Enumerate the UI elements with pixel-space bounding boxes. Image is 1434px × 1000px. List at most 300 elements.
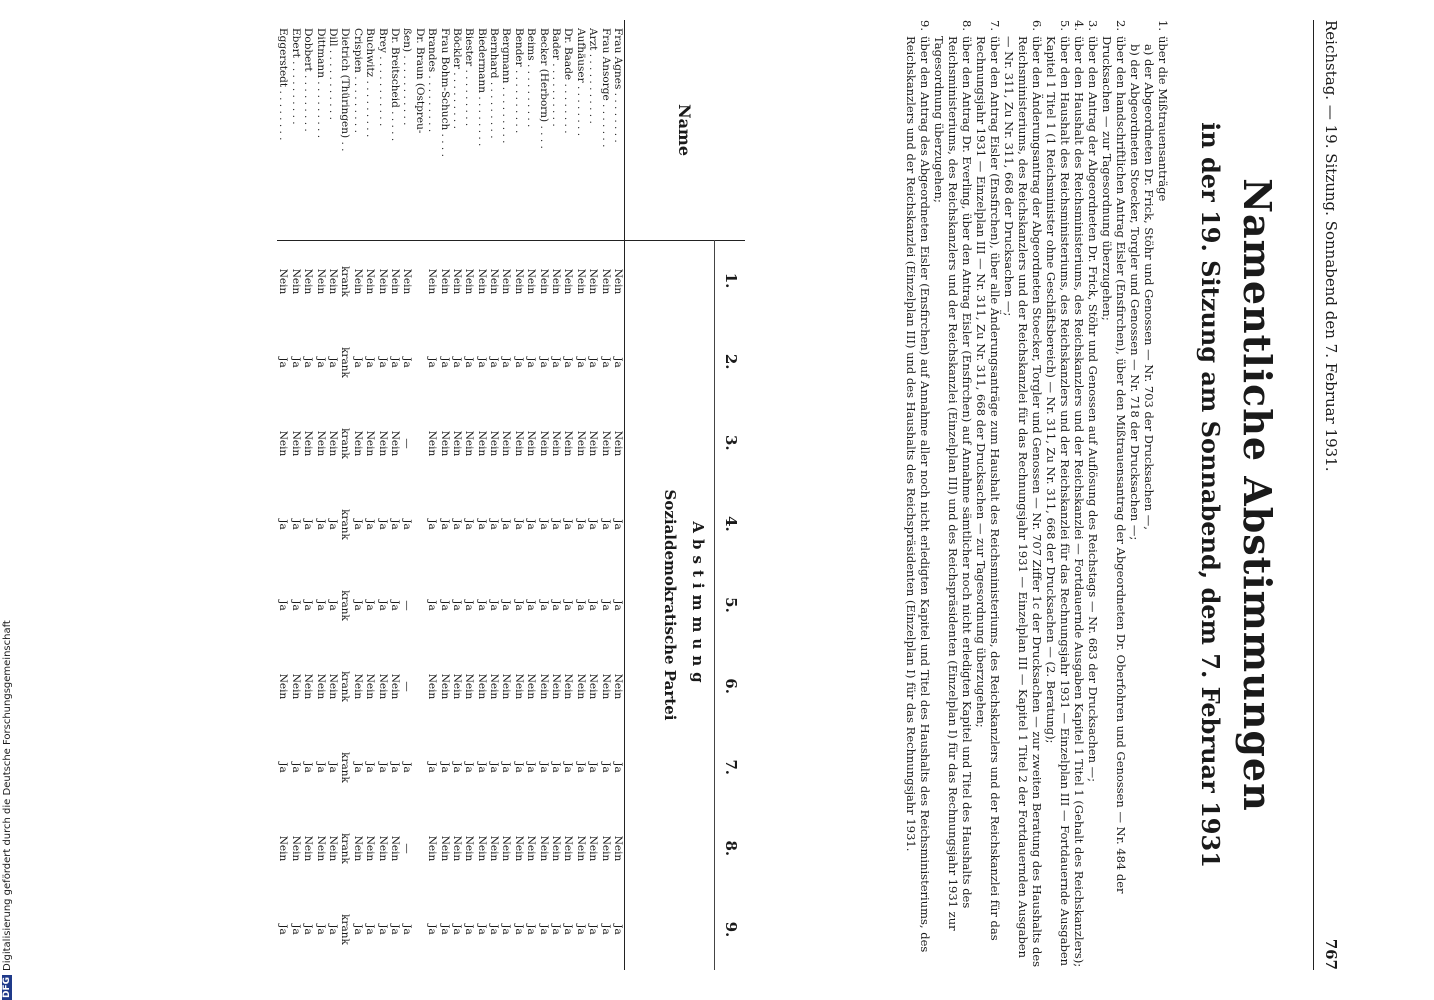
abstimmung-label: Abstimmung [689,521,707,689]
vote-cell: Ja [388,600,401,611]
member-name: Dietrich (Thüringen) . . [339,20,351,241]
vote-cell: — [401,843,414,854]
vote-cell: Ja [587,600,600,611]
vote-cell: Ja [289,519,302,530]
document-page [100,20,1340,970]
motion-number: 7. [988,20,1002,31]
motion-number: 9. [918,20,932,31]
motion-text: über die Mißtrauensanträge [1156,36,1170,202]
table-row [376,20,388,970]
table-row [451,20,463,970]
vote-cell: Ja [302,519,315,530]
vote-cell: Ja [277,357,290,368]
vote-cell: Ja [488,519,501,530]
motion-text: über den Antrag des Abgeordneten Eisler (Ensfirchen) auf Annahme aller noch nicht erledigten Kapitel und Titel des Haushalts des Reichsministeriums, des Reichskanzlers und der Reichskanzlei (Einzelplan III) und des Haushalts des Reichspräsidenten (Einzelplan I) für das Rechnungsjahr 1931. [904,36,932,953]
table-row [463,20,475,970]
vote-cell: Ja [376,762,389,773]
vote-cell: Ja [537,519,550,530]
vote-cell: Ja [537,357,550,368]
vote-cell: Nein [512,268,525,295]
vote-cell: Nein [351,430,364,457]
vote-number: 9. [722,921,740,938]
vote-cell: Ja [463,600,476,611]
vote-cell: — [401,438,414,449]
vote-cell: Ja [550,519,563,530]
digitization-credit [0,600,14,1000]
vote-cell: Ja [401,762,414,773]
vote-cell: Nein [314,268,327,295]
vote-cell: Nein [599,673,612,700]
vote-cell: Ja [450,762,463,773]
vote-cell: Nein [525,268,538,295]
vote-cell: Ja [351,357,364,368]
vote-cell: Ja [351,519,364,530]
vote-cell: krank [339,428,352,459]
vote-cell: Nein [612,673,624,700]
vote-cell: Nein [525,673,538,700]
vote-cell: Nein [537,673,550,700]
vote-cell: Nein [574,268,587,295]
vote-cell: Nein [587,835,600,862]
motion-list [904,20,1170,970]
member-name: Bader . . . . . . . . . . [550,20,562,241]
vote-cell: Ja [525,357,538,368]
vote-cell: Ja [327,519,340,530]
vote-number: 7. [722,759,740,776]
motion-number: 2. [1114,20,1128,31]
vote-cell: Nein [376,430,389,457]
table-row [389,20,401,970]
vote-cell: Ja [488,924,501,935]
vote-cell: Ja [463,762,476,773]
vote-cell: Nein [277,430,290,457]
member-name: Dr. Baade . . . . . . . . [562,20,574,241]
running-title: Reichstag. — 19. Sitzung. Sonnabend den 7. Februar 1931. [1322,20,1340,472]
vote-cell: Ja [302,924,315,935]
vote-cell: Ja [438,357,451,368]
vote-cell: Ja [599,924,612,935]
vote-cell: Ja [587,924,600,935]
vote-cell: Nein [599,835,612,862]
vote-cell: Ja [376,357,389,368]
vote-cell [413,484,425,565]
vote-cell: Ja [314,357,327,368]
vote-cell: Ja [562,762,575,773]
vote-cell: Nein [512,835,525,862]
vote-cell: krank [339,590,352,621]
header-rule [1313,20,1314,970]
vote-cell: Nein [327,268,340,295]
vote-cell: Nein [612,268,624,295]
vote-cell: Ja [475,762,488,773]
vote-cell: Ja [512,762,525,773]
member-name: Dr. Braun (Ostpreu- [413,20,425,241]
vote-cell: Nein [289,430,302,457]
table-row [314,20,326,970]
vote-cell: Ja [277,519,290,530]
vote-cell: Ja [587,357,600,368]
vote-cell: Ja [574,924,587,935]
table-row [612,20,624,970]
vote-cell: Nein [488,673,501,700]
vote-cell: Nein [388,673,401,700]
vote-cell: Nein [302,673,315,700]
member-name: Arzt . . . . . . . . . . . [587,20,599,241]
vote-cell: Ja [289,924,302,935]
vote-cell: Ja [450,357,463,368]
vote-cell: Nein [438,673,451,700]
motion-text: über den Haushalt des Reichsministeriums, des Reichskanzlers und der Reichskanzlei — Fortdauernde Ausgaben Kapitel 1 Titel 1 (Gehalt des Reichskanzlers); [1072,36,1086,968]
table-row [537,20,549,970]
member-name: Biedermann . . . . . . . . [475,20,487,241]
vote-cell: Nein [388,430,401,457]
member-name: Dill . . . . . . . . . . . [327,20,339,241]
member-name: Dittmann . . . . . . . . . [314,20,326,241]
vote-cell: Ja [364,357,377,368]
vote-cell: Nein [537,430,550,457]
vote-cell: Nein [587,430,600,457]
vote-cell: Ja [438,600,451,611]
vote-cell: Ja [364,600,377,611]
vote-cell: Nein [587,673,600,700]
vote-cell: Nein [364,430,377,457]
vote-cell: Nein [525,430,538,457]
vote-cell [413,241,425,322]
vote-cell: Ja [537,762,550,773]
vote-cell: Ja [450,519,463,530]
vote-cell: Ja [550,600,563,611]
vote-cell: Ja [376,600,389,611]
vote-cell: Nein [450,268,463,295]
vote-cell: Ja [562,924,575,935]
member-name: Eggerstedt . . . . . . . . [277,20,289,241]
vote-cell: Ja [426,357,439,368]
vote-cell: Nein [302,430,315,457]
vote-cell: Nein [388,835,401,862]
vote-cell: Nein [599,430,612,457]
member-name: Ebert . . . . . . . . . . [289,20,301,241]
vote-cell: Nein [426,430,439,457]
vote-cell: Ja [525,924,538,935]
vote-cell: Nein [599,268,612,295]
vote-cell: Ja [364,924,377,935]
vote-cell: Ja [351,762,364,773]
vote-cell: Nein [289,673,302,700]
vote-cell: Nein [364,835,377,862]
motion-text: über den Haushalt des Reichsministeriums, des Reichskanzlers und der Reichskanzlei für das Rechnungsjahr 1931 — Einzelplan III — Fortdauernde Ausgaben Kapitel 1 Titel 1 (1 Reichsminister ohne Geschäftsbereich) — Nr. 311, Zu Nr. 311, 668 der Drucksachen — (2. Beratung); [1044,36,1072,967]
vote-cell: Nein [500,673,513,700]
member-name: Brandes . . . . . . . . . [426,20,438,241]
vote-cell: Ja [599,519,612,530]
vote-cell: Ja [612,519,624,530]
vote-cell: Nein [289,835,302,862]
member-name: Frau Ansorge . . . . . . . [599,20,611,241]
table-row [351,20,363,970]
page-number: 767 [1322,938,1340,970]
vote-cell: Ja [562,357,575,368]
motion-item [1044,20,1072,970]
vote-cell: Ja [525,762,538,773]
vote-cell: Ja [450,924,463,935]
vote-cell: Nein [463,673,476,700]
vote-cell: Ja [463,924,476,935]
vote-cell: Ja [612,762,624,773]
vote-cell: Ja [599,762,612,773]
vote-cell: Nein [587,268,600,295]
vote-cell: Nein [327,673,340,700]
vote-table [277,20,745,970]
member-name: Crispien . . . . . . . . . [351,20,363,241]
vote-cell: Ja [500,357,513,368]
vote-cell [413,646,425,727]
table-row [599,20,611,970]
motion-subitem: b) der Abgeordneten Stoecker, Torgler und Genossen — Nr. 718 der Drucksachen —; [1128,44,1142,541]
credit-text: Digitalisierung gefördert durch die Deutsche Forschungsgemeinschaft [1,620,13,971]
vote-cell: Nein [562,673,575,700]
vote-cell: Ja [488,600,501,611]
vote-cell: Ja [500,519,513,530]
motion-item [1002,20,1044,970]
vote-cell: Nein [574,835,587,862]
vote-cell: Ja [550,924,563,935]
vote-cell: Nein [302,268,315,295]
vote-cell [413,403,425,484]
vote-cell: Ja [463,357,476,368]
vote-cell: Nein [550,430,563,457]
table-header [624,20,745,970]
vote-cell: Ja [327,924,340,935]
vote-cell: Ja [587,762,600,773]
vote-cell: krank [339,752,352,783]
header-divider [714,240,715,970]
table-row [364,20,376,970]
motion-number: 4. [1072,20,1086,31]
vote-cell: Ja [426,519,439,530]
motion-text: über den Antrag der Abgeordneten Dr. Frick, Stöhr und Genossen auf Auflösung des Reichstags — Nr. 683 der Drucksachen —; [1086,36,1100,783]
motion-number: 8. [960,20,974,31]
table-row [562,20,574,970]
table-row [277,20,289,970]
motion-number: 3. [1086,20,1100,31]
motion-text: über den handschriftlichen Antrag Eisler (Ensfirchen), über den Mißtrauensantrag der Abgeordneten Dr. Oberfohren und Genossen — Nr. 484 der Drucksachen — zur Tagesordnung überzugehen; [1100,36,1128,894]
vote-cell: Nein [314,835,327,862]
vote-cell: Nein [277,268,290,295]
vote-cell: Ja [426,600,439,611]
member-name: Bergmann . . . . . . . . . [500,20,512,241]
vote-cell: Nein [512,430,525,457]
vote-cell: Ja [401,924,414,935]
vote-number: 6. [722,678,740,694]
vote-cell: Nein [500,430,513,457]
motion-item [904,20,932,970]
member-name: Böckler . . . . . . . . . [451,20,463,241]
vote-cell: Ja [302,762,315,773]
vote-cell: Nein [327,835,340,862]
vote-number: 8. [722,840,740,857]
vote-cell: Ja [574,762,587,773]
vote-cell: Ja [488,762,501,773]
vote-cell: Nein [289,268,302,295]
vote-cell: Nein [426,268,439,295]
vote-cell: Ja [537,924,550,935]
motion-number: 6. [1030,20,1044,31]
vote-cell: Ja [574,519,587,530]
vote-cell: Nein [550,268,563,295]
motion-item [1100,20,1128,970]
vote-cell: Ja [388,924,401,935]
vote-cell: Ja [475,924,488,935]
vote-cell: Ja [277,924,290,935]
vote-cell: Ja [376,519,389,530]
page-subtitle: in der 19. Sitzung am Sonnabend, dem 7. Februar 1931 [1196,122,1225,868]
vote-cell: Ja [401,519,414,530]
vote-cell: Ja [327,600,340,611]
vote-cell: Ja [351,600,364,611]
motion-item [1128,20,1170,970]
vote-cell: Nein [475,673,488,700]
vote-cell: Nein [550,835,563,862]
motion-text: über den Änderungsantrag der Abgeordneten Stoecker, Torgler und Genossen — Nr. 707 Ziffer 1c der Drucksachen — zur zweiten Beratung des Haushalts des Reichsministeriums, des Reichskanzlers und der Reichskanzlei für das Rechnungsjahr 1931 — Einzelplan III — Kapitel 1 Titel 2 der Fortdauernden Ausgaben — Nr. 311, Zu Nr. 311, 668 der Drucksachen —; [1002,36,1044,968]
name-column-header: Name [625,20,745,241]
table-row [525,20,537,970]
vote-cell: Nein [314,673,327,700]
vote-cell: Ja [289,600,302,611]
vote-cell: Ja [512,924,525,935]
table-row [339,20,351,970]
member-name: Brey . . . . . . . . . . . [376,20,388,241]
vote-cell: Ja [438,519,451,530]
vote-cell: Nein [550,673,563,700]
vote-cell: Nein [351,835,364,862]
vote-cell: Ja [289,762,302,773]
vote-cell: Nein [500,268,513,295]
vote-cell: Nein [488,430,501,457]
vote-cell: Ja [438,924,451,935]
vote-number: 4. [722,516,740,532]
vote-cell: Ja [525,600,538,611]
vote-cell: Ja [475,600,488,611]
vote-cell: Nein [574,430,587,457]
vote-cell: Nein [562,430,575,457]
vote-cell: Nein [475,835,488,862]
member-name: Biester . . . . . . . . . [463,20,475,241]
vote-cell: Ja [475,519,488,530]
vote-cell: Ja [612,600,624,611]
motion-number: 1. [1156,20,1170,31]
vote-cell: Nein [562,835,575,862]
vote-cell [413,565,425,646]
member-name: Becker (Herborn) . . . . [537,20,549,241]
vote-cell: Ja [463,519,476,530]
vote-cell: Nein [475,268,488,295]
vote-cell: Nein [376,268,389,295]
vote-cell: Nein [302,835,315,862]
member-name: Dobbert . . . . . . . . . [302,20,314,241]
vote-cell: Ja [327,357,340,368]
vote-cell: Nein [351,268,364,295]
motion-item [1072,20,1086,970]
member-name: Buchwitz . . . . . . . . . [364,20,376,241]
vote-cell: krank [339,914,352,945]
vote-cell: Ja [475,357,488,368]
vote-cell: Nein [327,430,340,457]
vote-cell: Ja [314,762,327,773]
vote-cell: Ja [562,519,575,530]
vote-cell: Ja [351,924,364,935]
vote-cell: Nein [500,835,513,862]
vote-cell [413,889,425,970]
vote-cell: Ja [364,519,377,530]
vote-cell: Ja [599,600,612,611]
vote-cell: Ja [314,519,327,530]
vote-cell: Nein [351,673,364,700]
vote-cell: Nein [463,268,476,295]
running-header [1318,20,1340,970]
party-heading: Sozialdemokratische Partei [661,489,679,721]
vote-cell: Ja [562,600,575,611]
member-name: Dr. Breitscheid . . . . . [389,20,401,241]
vote-cell: Ja [438,762,451,773]
vote-cell: Ja [302,357,315,368]
table-row [302,20,314,970]
vote-cell: Ja [525,519,538,530]
vote-number: 3. [722,434,740,451]
motion-item [1086,20,1100,970]
table-row [438,20,450,970]
table-row [289,20,301,970]
member-name: Frau Agnes . . . . . . . . [612,20,624,241]
vote-number: 2. [722,353,740,370]
vote-cell: Ja [426,762,439,773]
vote-cell: Nein [376,835,389,862]
vote-cell: Nein [277,835,290,862]
vote-cell: Ja [302,600,315,611]
vote-cell: — [401,681,414,692]
motion-number: 5. [1058,20,1072,31]
vote-cell: Ja [599,357,612,368]
member-name: Beims . . . . . . . . . . [525,20,537,241]
vote-cell: Ja [289,357,302,368]
table-row [413,20,425,970]
vote-cell: Ja [500,924,513,935]
vote-cell: Ja [277,762,290,773]
vote-cell: Ja [500,600,513,611]
vote-cell: Nein [488,268,501,295]
vote-cell: Nein [438,835,451,862]
vote-cell: Nein [277,673,290,700]
vote-cell: krank [339,347,352,378]
vote-cell: Ja [537,600,550,611]
vote-cell: Ja [512,357,525,368]
vote-cell: Ja [364,762,377,773]
table-row [587,20,599,970]
vote-cell [413,727,425,808]
member-name: Aufhäuser . . . . . . . . [574,20,586,241]
vote-cell: Ja [376,924,389,935]
vote-cell: Ja [277,600,290,611]
vote-cell: Ja [512,519,525,530]
vote-cell: Ja [388,357,401,368]
vote-cell: Ja [512,600,525,611]
vote-number: 1. [722,272,740,289]
table-body [277,20,624,970]
vote-cell: Nein [426,673,439,700]
table-row [550,20,562,970]
motion-text: über den Antrag Dr. Everling, über den Antrag Eisler (Ensfirchen) auf Annahme sämtlicher noch nicht erledigten Kapitel und Titel des Haushalts des Reichsministeriums, des Reichskanzlers und der Reichskanzlei (Einzelplan III) und des Reichspräsidenten (Einzelplan I) für das Rechnungsjahr 1931 zur Tagesordnung überzugehen; [932,36,974,931]
vote-cell [413,322,425,403]
vote-cell: Nein [426,835,439,862]
table-row [401,20,413,970]
